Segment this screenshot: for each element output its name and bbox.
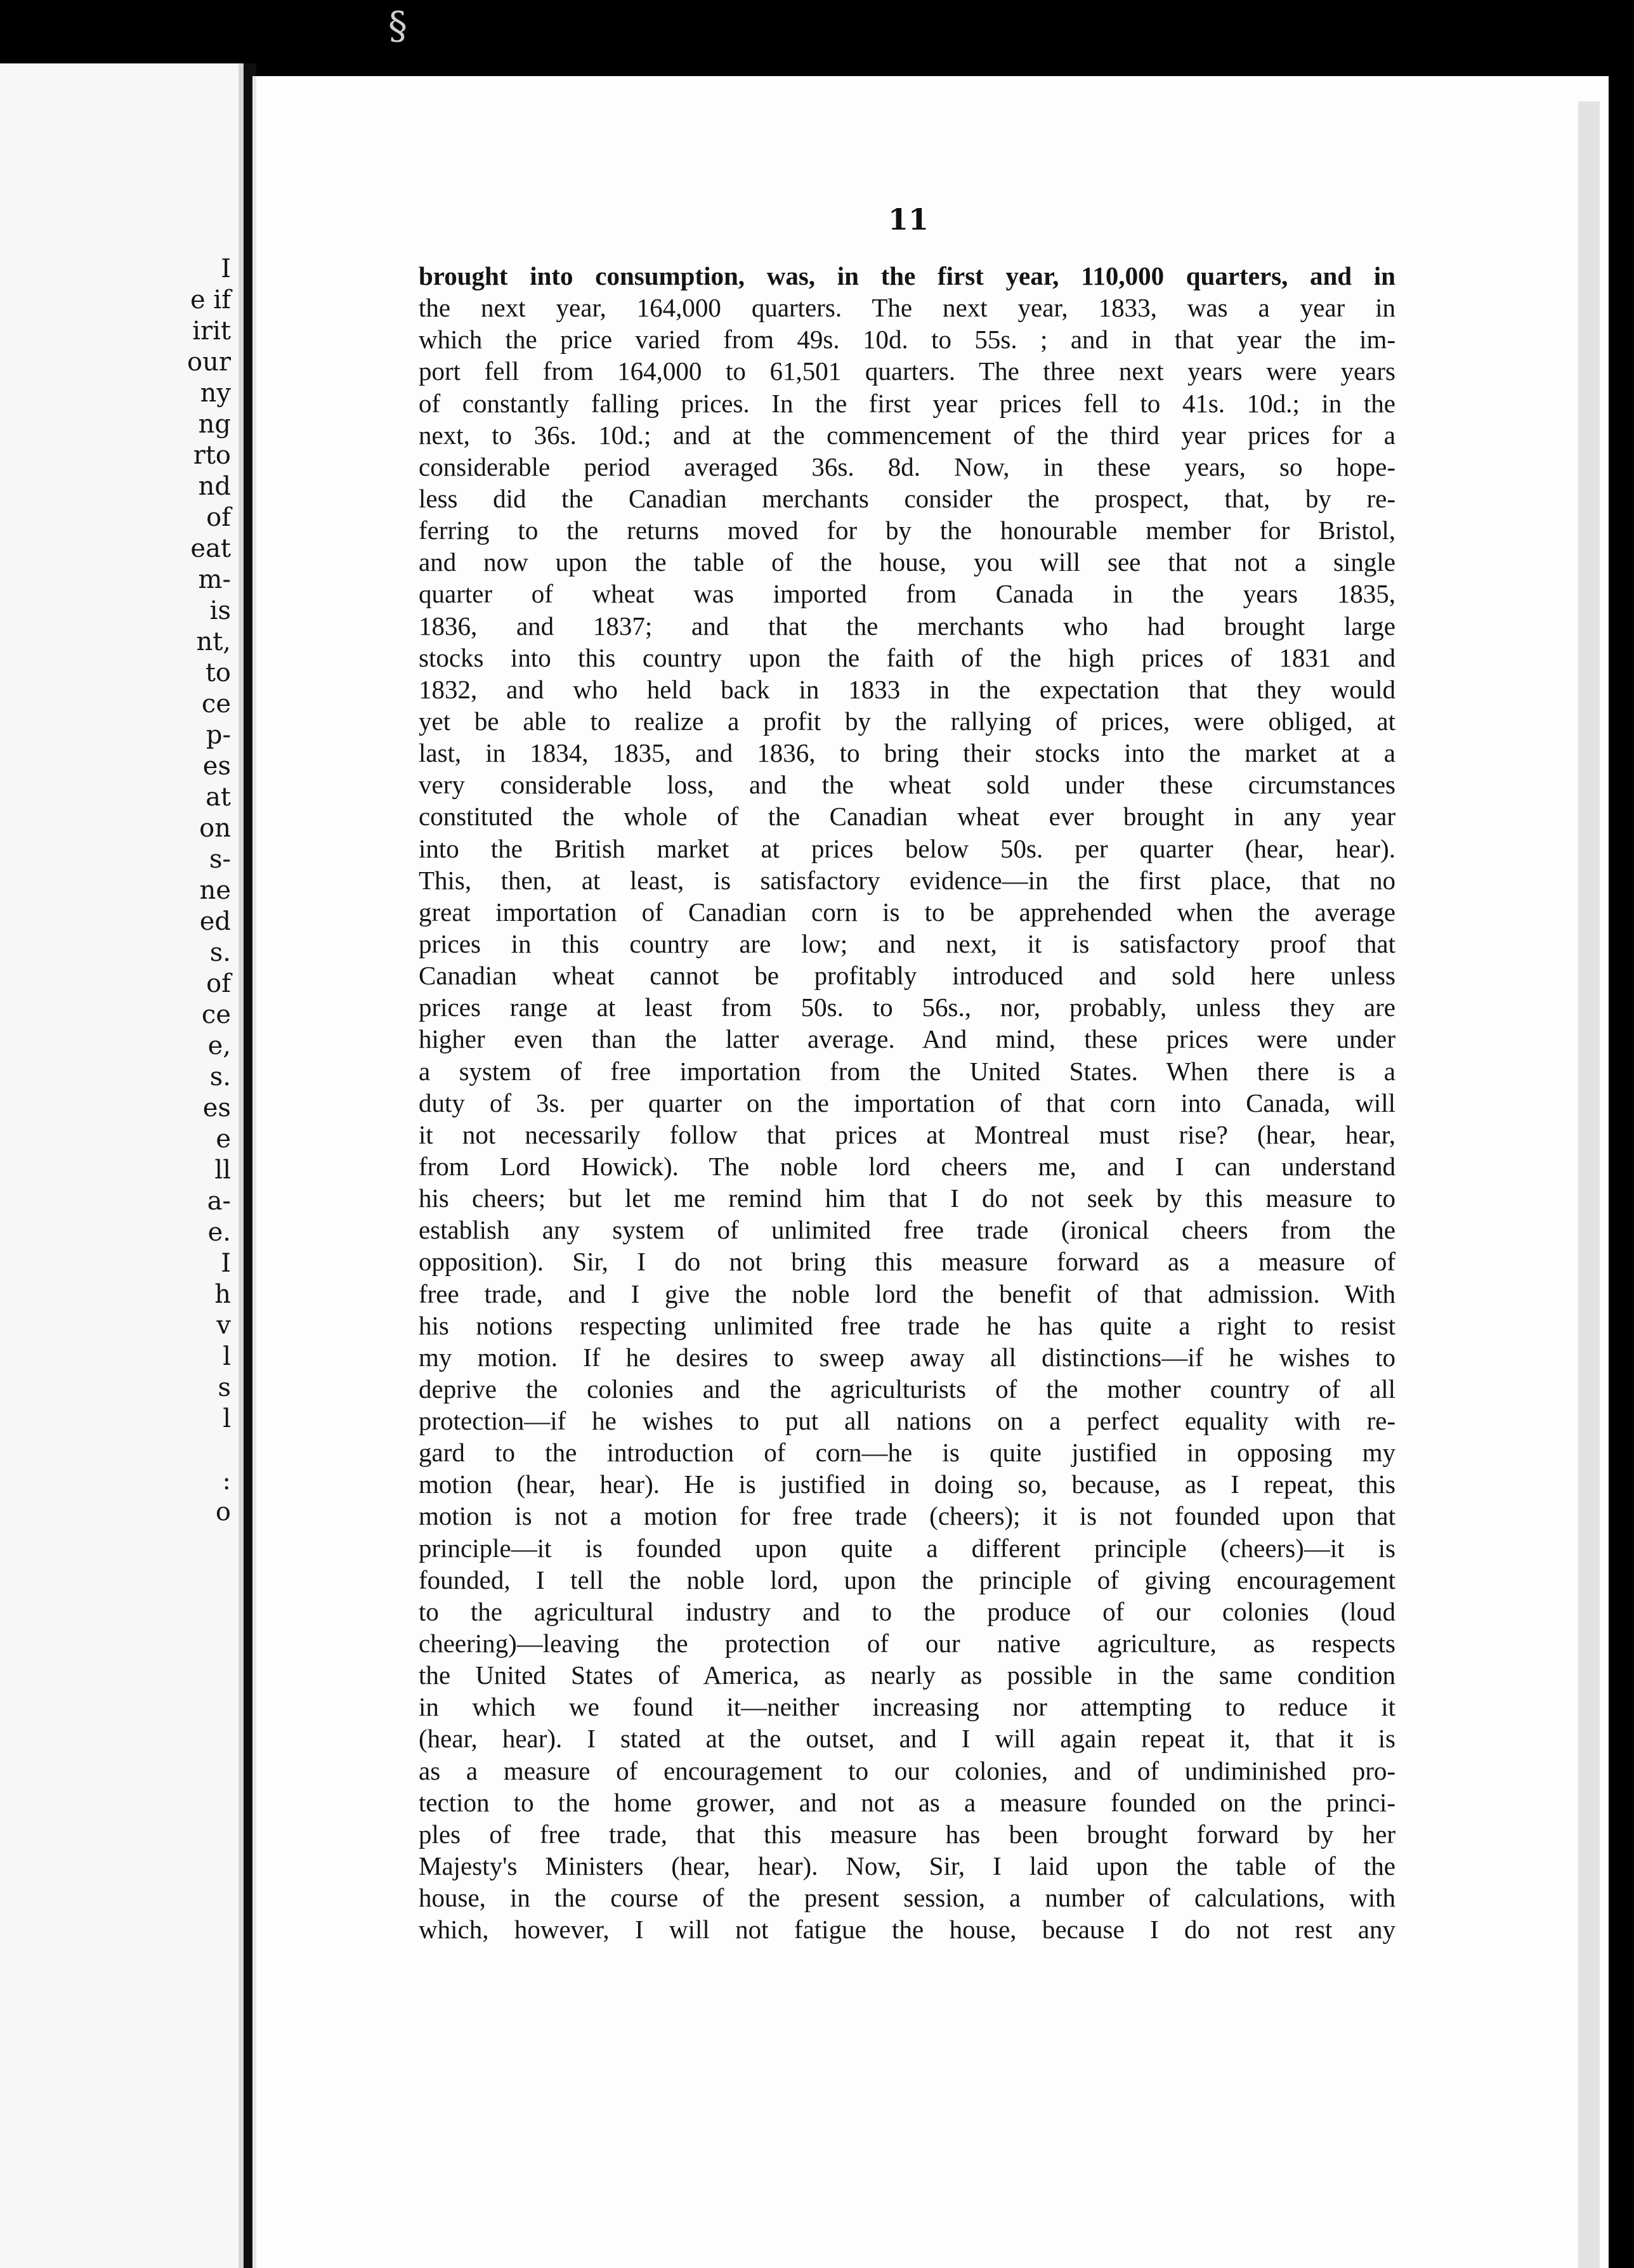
previous-page-fragment: is: [209, 596, 231, 625]
previous-page-fragment: e.: [207, 1218, 231, 1247]
text-line: motion (hear, hear). He is justified in doing so, because, as I repeat, this: [419, 1470, 1395, 1499]
previous-page-fragment: s-: [209, 845, 231, 874]
previous-page-fragment: rto: [193, 441, 231, 470]
previous-page-fragment: ne: [199, 876, 231, 905]
text-line: yet be able to realize a profit by the rallying of prices, were obliged, at: [419, 706, 1395, 736]
text-line: constituted the whole of the Canadian wheat ever brought in any year: [419, 802, 1395, 831]
previous-page-fragment: s.: [209, 938, 231, 967]
text-line: prices range at least from 50s. to 56s., nor, probably, unless they are: [419, 993, 1395, 1022]
text-line: considerable period averaged 36s. 8d. Now, in these years, so hope-: [419, 452, 1395, 481]
text-line: principle—it is founded upon quite a different principle (cheers)—it is: [419, 1533, 1395, 1563]
text-line: founded, I tell the noble lord, upon the principle of giving encouragement: [419, 1565, 1395, 1594]
previous-page-fragment: nd: [198, 472, 231, 501]
text-line: as a measure of encouragement to our colonies, and of undiminished pro-: [419, 1756, 1395, 1785]
body-text: [419, 260, 1395, 1945]
text-line: ferring to the returns moved for by the honourable member for Bristol,: [419, 516, 1395, 545]
previous-page-fragment: nt,: [196, 627, 231, 656]
previous-page-text-fragments: [104, 254, 231, 1528]
previous-page-fragment: on: [199, 814, 231, 843]
page-number: 11: [888, 202, 929, 237]
previous-page-fragment: a-: [207, 1187, 231, 1216]
text-line: to the agricultural industry and to the produce of our colonies (loud: [419, 1596, 1395, 1626]
previous-page-fragment: to: [205, 658, 231, 688]
text-line: brought into consumption, was, in the first year, 110,000 quarters, and in: [419, 261, 1395, 290]
text-line: Canadian wheat cannot be profitably introduced and sold here unless: [419, 961, 1395, 991]
text-line: into the British market at prices below 50s. per quarter (hear, hear).: [419, 833, 1395, 863]
previous-page-fragment: of: [206, 969, 231, 998]
text-line: higher even than the latter average. And mind, these prices were under: [419, 1024, 1395, 1054]
previous-page-fragment: e if: [190, 285, 231, 315]
previous-page-fragment: :: [222, 1466, 231, 1496]
text-line: Majesty's Ministers (hear, hear). Now, Sir, I laid upon the table of the: [419, 1851, 1395, 1881]
previous-page-fragment: p-: [206, 720, 231, 750]
text-line: the next year, 164,000 quarters. The next year, 1833, was a year in: [419, 293, 1395, 323]
text-line: This, then, at least, is satisfactory evidence—in the first place, that no: [419, 865, 1395, 895]
text-line: opposition). Sir, I do not bring this measure forward as a measure of: [419, 1247, 1395, 1277]
previous-page-fragment: our: [187, 348, 231, 377]
text-line: quarter of wheat was imported from Canada in the years 1835,: [419, 579, 1395, 609]
previous-page-fragment: v: [216, 1311, 231, 1340]
text-line: the United States of America, as nearly as possible in the same condition: [419, 1660, 1395, 1690]
previous-page-fragment: ny: [200, 379, 231, 408]
text-line: his cheers; but let me remind him that I do not seek by this measure to: [419, 1183, 1395, 1213]
text-line: deprive the colonies and the agriculturists of the mother country of all: [419, 1374, 1395, 1404]
text-line: free trade, and I give the noble lord the benefit of that admission. With: [419, 1279, 1395, 1308]
previous-page-fragment: ce: [201, 689, 231, 719]
previous-page-fragment: h: [214, 1280, 231, 1309]
text-line: from Lord Howick). The noble lord cheers me, and I can understand: [419, 1151, 1395, 1181]
previous-page-fragment: ce: [201, 1000, 231, 1029]
previous-page-fragment: [104, 1435, 231, 1466]
previous-page-fragment: ng: [198, 410, 231, 439]
text-line: very considerable loss, and the wheat sold under these circumstances: [419, 770, 1395, 800]
text-line: protection—if he wishes to put all nations on a perfect equality with re-: [419, 1406, 1395, 1436]
page-edge-shadow: [1578, 101, 1600, 2268]
text-line: my motion. If he desires to sweep away all distinctions—if he wishes to: [419, 1342, 1395, 1372]
previous-page-fragment: ed: [199, 907, 231, 936]
text-line: his notions respecting unlimited free trade he has quite a right to resist: [419, 1310, 1395, 1340]
text-line: cheering)—leaving the protection of our native agriculture, as respects: [419, 1629, 1395, 1659]
text-line: house, in the course of the present session, a number of calculations, with: [419, 1883, 1395, 1913]
previous-page-edge: [239, 63, 244, 2268]
previous-page-fragment: l: [223, 1404, 231, 1433]
previous-page-fragment: o: [215, 1497, 231, 1527]
text-line: in which we found it—neither increasing nor attempting to reduce it: [419, 1692, 1395, 1722]
previous-page-fragment: e,: [207, 1031, 231, 1060]
previous-page-fragment: ll: [214, 1156, 231, 1185]
text-line: motion is not a motion for free trade (cheers); it is not founded upon that: [419, 1501, 1395, 1531]
previous-page-fragment: of: [206, 503, 231, 532]
text-line: prices in this country are low; and next, it is satisfactory proof that: [419, 929, 1395, 958]
text-line: ples of free trade, that this measure has been brought forward by her: [419, 1819, 1395, 1849]
text-line: less did the Canadian merchants consider the prospect, that, by re-: [419, 483, 1395, 513]
previous-page: [0, 63, 239, 2268]
text-line: and now upon the table of the house, you will see that not a single: [419, 547, 1395, 577]
text-line: of constantly falling prices. In the first year prices fell to 41s. 10d.; in the: [419, 388, 1395, 418]
previous-page-fragment: s: [218, 1373, 231, 1402]
text-line: 1836, and 1837; and that the merchants who had brought large: [419, 611, 1395, 641]
text-line: tection to the home grower, and not as a measure founded on the princi-: [419, 1787, 1395, 1817]
text-line: it not necessarily follow that prices at Montreal must rise? (hear, hear,: [419, 1119, 1395, 1149]
text-line: gard to the introduction of corn—he is quite justified in opposing my: [419, 1438, 1395, 1468]
scan-mark: §: [388, 4, 407, 48]
text-line: duty of 3s. per quarter on the importation of that corn into Canada, will: [419, 1088, 1395, 1118]
text-line: port fell from 164,000 to 61,501 quarters. The three next years were years: [419, 356, 1395, 386]
text-line: which the price varied from 49s. 10d. to 55s. ; and in that year the im-: [419, 325, 1395, 355]
text-line: next, to 36s. 10d.; and at the commencement of the third year prices for a: [419, 420, 1395, 450]
previous-page-fragment: irit: [192, 316, 231, 346]
previous-page-fragment: l: [223, 1342, 231, 1371]
previous-page-fragment: es: [202, 1093, 231, 1123]
previous-page-fragment: I: [221, 1249, 231, 1278]
text-line: a system of free importation from the United States. When there is a: [419, 1056, 1395, 1086]
text-line: 1832, and who held back in 1833 in the expectation that they would: [419, 674, 1395, 704]
previous-page-fragment: m-: [198, 565, 231, 594]
previous-page-fragment: at: [206, 783, 231, 812]
text-line: last, in 1834, 1835, and 1836, to bring their stocks into the market at a: [419, 738, 1395, 768]
previous-page-fragment: s.: [209, 1062, 231, 1092]
previous-page-fragment: es: [202, 752, 231, 781]
text-line: stocks into this country upon the faith of the high prices of 1831 and: [419, 642, 1395, 672]
previous-page-fragment: I: [221, 254, 231, 284]
text-line: great importation of Canadian corn is to be apprehended when the average: [419, 897, 1395, 927]
text-line: which, however, I will not fatigue the house, because I do not rest any: [419, 1915, 1395, 1945]
text-line: (hear, hear). I stated at the outset, and I will again repeat it, that it is: [419, 1724, 1395, 1754]
previous-page-fragment: e: [216, 1124, 231, 1154]
previous-page-fragment: eat: [190, 534, 231, 563]
text-line: establish any system of unlimited free trade (ironical cheers from the: [419, 1215, 1395, 1245]
